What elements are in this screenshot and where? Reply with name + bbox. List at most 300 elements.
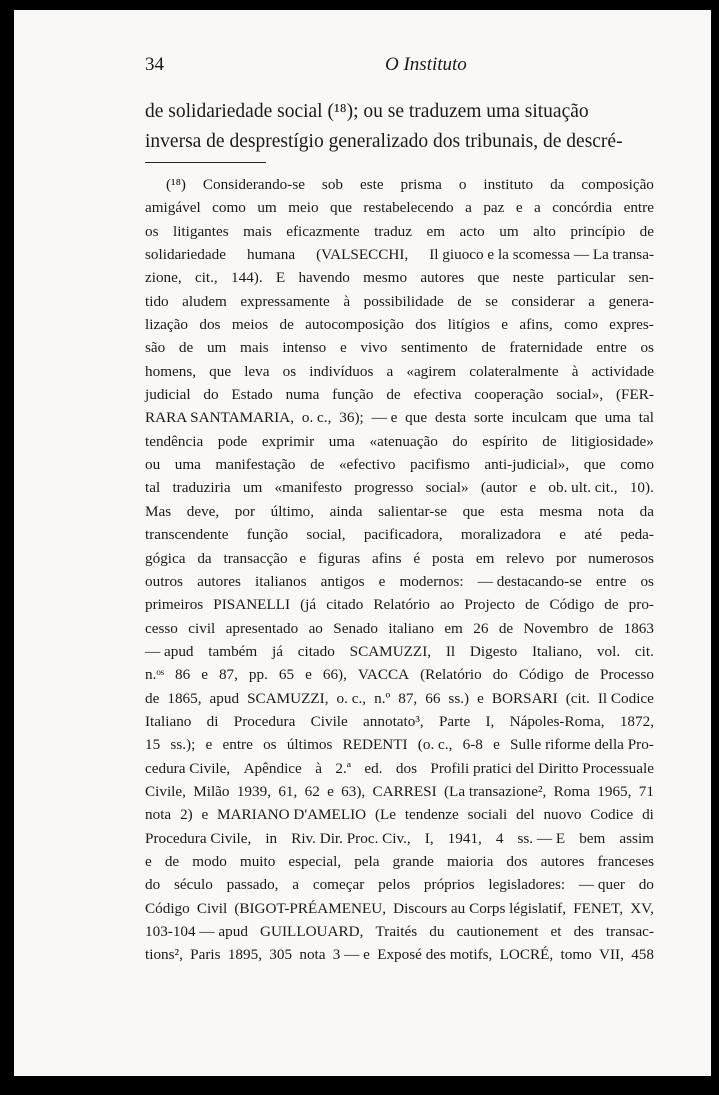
footnote-word: apud: [209, 689, 240, 707]
footnote-word: litígios: [447, 316, 490, 334]
footnote-word: manifestação: [215, 456, 296, 474]
footnote-word: em: [475, 549, 495, 567]
footnote-word: 4: [495, 829, 504, 847]
footnote-word: Senado: [333, 619, 378, 637]
footnote-word: 61,: [278, 782, 298, 800]
footnote-word: Estado: [231, 386, 273, 404]
footnote-word: cit.: [634, 642, 654, 660]
footnote-word: peda-: [620, 526, 654, 544]
footnote-word: que: [209, 362, 232, 380]
footnote-word: cesso: [145, 619, 178, 637]
footnote-word: «efectivo: [338, 456, 396, 474]
footnote-word: pela: [354, 852, 380, 870]
footnote-line: [145, 663, 654, 686]
footnote-word: sentimento: [401, 339, 468, 357]
footnote-word: 2): [179, 806, 193, 824]
footnote-word: e: [201, 666, 208, 684]
footnote-word: Civile,: [145, 782, 186, 800]
footnote-word: social»: [425, 479, 469, 497]
footnote-word: entre: [222, 736, 253, 754]
footnote-word: Processo: [599, 666, 654, 684]
footnote-line: [145, 570, 654, 593]
footnote-word: (o. c.,: [417, 736, 453, 754]
footnote-word: di: [642, 806, 654, 824]
footnote-word: Código: [145, 899, 190, 917]
footnote-word: franceses: [597, 852, 654, 870]
footnote-word: amigável: [145, 199, 201, 217]
footnote-word: n.ᵒˢ: [145, 666, 164, 684]
footnote-word: tions²,: [145, 946, 183, 964]
footnote-word: pro-: [628, 596, 654, 614]
footnote-line: [145, 523, 654, 546]
footnote-word: e: [205, 736, 213, 754]
footnote-word: a: [534, 199, 541, 217]
footnote-word: restabelecendo: [363, 199, 454, 217]
footnote-word: tal: [638, 409, 654, 427]
footnote-word: transcendente: [145, 526, 229, 544]
footnote-word: posta: [431, 549, 464, 567]
footnote-word: cooperação: [474, 386, 544, 404]
footnote-word: do: [145, 876, 161, 894]
footnote-word: GUILLOUARD,: [260, 923, 364, 940]
footnote-word: meio: [288, 199, 319, 217]
footnote-word: FENET,: [573, 899, 624, 917]
footnote-word: 10).: [629, 479, 654, 497]
footnote-word: Digesto: [469, 642, 518, 660]
footnote-word: último,: [270, 502, 315, 520]
footnote-word: espírito: [482, 432, 528, 450]
footnote-word: 1965,: [597, 782, 632, 800]
footnote-word: os: [282, 362, 297, 380]
footnote-word: litigiosidade»: [571, 432, 654, 450]
footnote-word: composição: [581, 176, 654, 193]
footnote-word: tomo: [560, 946, 592, 964]
footnote-word: pode: [217, 432, 248, 450]
footnote-word: 305: [269, 946, 293, 964]
footnote-word: autocomposição: [305, 316, 404, 334]
footnote-word: meios: [231, 316, 269, 334]
footnote-word: e: [145, 852, 152, 870]
footnote-word: Projecto: [464, 596, 515, 614]
footnote-word: e: [493, 736, 500, 754]
footnote-word: da: [639, 502, 654, 520]
footnote-word: LOCRÉ,: [499, 946, 554, 964]
footnote-word: de: [639, 222, 654, 240]
footnote-word: outros: [145, 572, 183, 590]
footnote-word: (Relatório: [420, 666, 482, 684]
footnote-word: moralizadora: [460, 526, 542, 544]
footnote-word: homens,: [145, 362, 197, 380]
footnote-word: Procedura Civile,: [145, 829, 252, 847]
footnote-word: dos: [199, 316, 221, 334]
footnote-word: Discours au Corps législatif,: [393, 899, 567, 917]
footnote-word: in: [265, 829, 278, 847]
footnote-line: [145, 196, 654, 219]
footnote-word: del: [516, 806, 535, 824]
footnote-word: gógica: [145, 549, 186, 567]
footnote-word: annotato³,: [363, 712, 424, 730]
footnote-word: expressamente: [240, 292, 330, 310]
footnote-word: da: [197, 549, 212, 567]
footnote-word: «manifesto: [274, 479, 343, 497]
footnote-word: acto: [459, 222, 485, 240]
footnote-word: uma: [604, 409, 631, 427]
footnote-line: [145, 943, 654, 966]
footnote-line: [145, 453, 654, 476]
footnote-line: [145, 827, 654, 850]
footnote-word: I,: [424, 829, 434, 847]
footnote-word: modernos:: [399, 572, 464, 590]
footnote-word: que: [330, 199, 352, 217]
footnote-line: [145, 313, 654, 336]
footnote-word: 63),: [341, 782, 366, 800]
footnote-word: et: [550, 923, 562, 940]
footnote-word: cautionement: [456, 923, 539, 940]
footnote-word: passado,: [226, 876, 279, 894]
footnote-line: [145, 406, 654, 429]
footnote-word: Mas: [145, 502, 172, 520]
footnote-word: — e: [371, 409, 398, 427]
footnote-word: 71: [638, 782, 654, 800]
footnote-word: por: [556, 549, 577, 567]
footnote-word: a: [386, 362, 394, 380]
footnote-line: [145, 897, 654, 920]
footnote-word: a: [465, 199, 472, 217]
footnote-word: leva: [244, 362, 270, 380]
footnote-word: e: [515, 199, 523, 217]
footnote-word: di: [206, 712, 219, 730]
footnote-word: traduz: [374, 222, 413, 240]
footnote-word: concórdia: [552, 199, 613, 217]
footnote-word: modo: [192, 852, 227, 870]
footnote-word: de: [386, 386, 401, 404]
footnote-word: relevo: [506, 549, 545, 567]
footnote-line: [145, 920, 654, 943]
footnote-word: Riv. Dir. Proc. Civ.,: [291, 829, 411, 847]
footnote-word: de: [525, 596, 540, 614]
footnote-word: 1863: [623, 619, 654, 637]
footnote-word: primeiros: [145, 596, 204, 614]
footnote-word: (¹⁸): [166, 176, 186, 193]
footnote-word: a: [292, 876, 300, 894]
footnote-word: pacificadora,: [363, 526, 443, 544]
footnote-word: de: [457, 292, 472, 310]
footnote-word: este: [359, 176, 384, 193]
footnote-word: ao: [308, 619, 323, 637]
footnote-word: os: [640, 339, 654, 357]
footnote-word: de: [604, 596, 619, 614]
footnote-word: cit.,: [194, 269, 218, 287]
footnote-word: particular: [557, 269, 616, 287]
footnote-word: Traités: [375, 923, 418, 940]
footnote-word: e: [299, 549, 307, 567]
footnote-word: — apud: [145, 642, 194, 660]
footnote-line: [145, 430, 654, 453]
footnote-word: neste: [512, 269, 544, 287]
footnote-word: grande: [392, 852, 434, 870]
footnote-word: se: [485, 292, 498, 310]
footnote-word: entre: [595, 572, 627, 590]
footnote-word: autores: [197, 572, 241, 590]
footnote-word: tendência: [145, 432, 204, 450]
footnote-word: que: [574, 409, 597, 427]
footnote-word: expres-: [609, 316, 654, 334]
footnote-line: [145, 757, 654, 780]
body-text: [145, 97, 667, 157]
footnote-word: 3 — e: [332, 946, 370, 964]
footnote-word: alto: [533, 222, 556, 240]
footnote-word: 87,: [398, 689, 418, 707]
footnote-word: e: [559, 526, 567, 544]
footnote-word: (já: [300, 596, 317, 614]
footnote-word: até: [584, 526, 602, 544]
footnote-word: deve,: [186, 502, 220, 520]
footnote-word: de: [279, 316, 294, 334]
footnote-word: como: [212, 199, 246, 217]
footnote-line: [145, 243, 654, 266]
footnote-word: de: [542, 432, 557, 450]
page-header: [145, 54, 597, 84]
footnote-line: [145, 593, 654, 616]
footnote-word: pacifismo: [409, 456, 470, 474]
footnote-word: RARA SANTAMARIA,: [145, 409, 294, 427]
footnote-word: Milão: [193, 782, 230, 800]
footnote-word: humana: [246, 246, 296, 264]
footnote-word: Código: [549, 596, 595, 614]
footnote-word: SCAMUZZI,: [247, 689, 329, 707]
footnote-word: função: [246, 526, 289, 544]
footnote-word: que: [477, 269, 500, 287]
footnote-word: 15: [145, 736, 161, 754]
footnote-word: um: [206, 339, 227, 357]
footnote-word: 66),: [322, 666, 347, 684]
footnote-word: (autor: [480, 479, 518, 497]
footnote-word: do: [492, 666, 508, 684]
footnote-word: genera-: [608, 292, 654, 310]
footnote-word: 36);: [339, 409, 364, 427]
footnote-line: [145, 500, 654, 523]
footnote-word: Nápoles-Roma,: [509, 712, 605, 730]
footnote-word: o. c.,: [301, 409, 332, 427]
footnote-word: nota: [299, 946, 326, 964]
footnote-word: de: [498, 619, 514, 637]
footnote-word: que: [405, 409, 428, 427]
footnote-word: ao: [439, 596, 455, 614]
footnote-word: de: [164, 852, 180, 870]
footnote-word: 87,: [218, 666, 238, 684]
footnote-word: citado: [297, 642, 335, 660]
footnote-word: solidariedade: [145, 246, 226, 264]
footnote-word: uma: [174, 456, 201, 474]
footnote-word: Sulle riforme della Pro-: [510, 736, 654, 754]
footnote-word: cedura Civile,: [145, 759, 231, 777]
footnote-word: vivo: [360, 339, 388, 357]
footnote-line: [145, 850, 654, 873]
footnote-word: inculcam: [511, 409, 568, 427]
footnote-word: já: [272, 642, 283, 660]
footnote-line: [145, 266, 654, 289]
footnote-word: sorte: [474, 409, 504, 427]
footnote-word: Novembro: [523, 619, 589, 637]
footnote-word: civil: [188, 619, 216, 637]
footnote-line: [145, 710, 654, 733]
footnote-word: 62: [304, 782, 320, 800]
footnote-word: judicial: [145, 386, 191, 404]
footnote-word: princípio: [570, 222, 626, 240]
footnote-word: REDENTI: [342, 736, 408, 754]
footnote-word: de: [574, 666, 589, 684]
footnote-word: Italiano,: [531, 642, 583, 660]
footnote-word: XV,: [630, 899, 654, 917]
footnote-word: eficazmente: [286, 222, 360, 240]
footnote-word: sob: [321, 176, 344, 193]
footnote-word: 6-8: [462, 736, 483, 754]
footnote-word: à: [343, 292, 351, 310]
footnote-word: entre: [596, 339, 627, 357]
footnote-word: 1941,: [447, 829, 482, 847]
footnote-word: (BIGOT-PRÉAMENEU,: [234, 899, 387, 917]
footnote-word: que: [462, 502, 485, 520]
footnote-word: Paris: [190, 946, 221, 964]
footnote-word: «agirem: [406, 362, 457, 380]
footnote-word: bem: [579, 829, 606, 847]
footnote-word: VII,: [599, 946, 624, 964]
footnote-word: também: [208, 642, 258, 660]
footnote-word: tendenze: [404, 806, 459, 824]
footnote-word: legisladores:: [488, 876, 566, 894]
footnote-word: os: [263, 736, 277, 754]
footnote-word: mais: [240, 339, 269, 357]
footnote-word: instituto: [483, 176, 534, 193]
footnote-word: autores: [540, 852, 585, 870]
footnote-word: afins: [372, 549, 402, 567]
footnote-line: [145, 476, 654, 499]
body-line: de solidariedade social (¹⁸); ou se traduzem uma situação: [145, 101, 589, 122]
running-title: O Instituto: [385, 54, 467, 75]
footnote-word: à: [315, 759, 322, 777]
footnote-word: vol.: [596, 642, 621, 660]
footnote-word: possibilidade: [363, 292, 444, 310]
footnote-line: [145, 640, 654, 663]
footnote-word: que: [583, 456, 606, 474]
footnote-word: os: [640, 572, 654, 590]
footnote-line: [145, 873, 654, 896]
footnote-word: por: [234, 502, 256, 520]
footnote-word: e: [339, 339, 347, 357]
footnote-word: 1865,: [167, 689, 202, 707]
footnote-word: pp.: [248, 666, 268, 684]
footnote-word: 26: [473, 619, 489, 637]
footnote-word: assim: [619, 829, 654, 847]
footnote-word: colateralmente: [469, 362, 559, 380]
footnote-word: Código: [518, 666, 564, 684]
footnote-word: 66: [425, 689, 441, 707]
footnote-word: de: [598, 619, 614, 637]
footnote-word: mais: [243, 222, 272, 240]
footnote-word: actividade: [591, 362, 654, 380]
footnote-word: autores: [420, 269, 465, 287]
footnote-word: e: [477, 689, 484, 707]
footnote-word: 1895,: [227, 946, 262, 964]
footnote-word: citado: [326, 596, 364, 614]
footnote-word: desta: [434, 409, 467, 427]
footnote-word: de: [178, 339, 194, 357]
footnote-word: ss.);: [170, 736, 196, 754]
footnote-word: 1872,: [619, 712, 654, 730]
footnote-word: Roma: [553, 782, 590, 800]
footnote-word: — destacando-se: [477, 572, 582, 590]
footnote-word: um: [257, 199, 277, 217]
footnote-word: 144).: [231, 269, 263, 287]
footnote-word: Il: [445, 642, 456, 660]
footnote-word: o. c.,: [336, 689, 367, 707]
footnote-word: intenso: [282, 339, 327, 357]
footnote-word: e: [327, 782, 334, 800]
footnote-word: exprimir: [261, 432, 315, 450]
footnote-word: de: [145, 689, 160, 707]
footnote-word: Considerando-se: [202, 176, 305, 193]
footnote-word: começar: [312, 876, 365, 894]
footnote-word: Exposé des motifs,: [377, 946, 493, 964]
footnote-word: E: [275, 269, 286, 287]
footnote-word: e: [529, 479, 537, 497]
footnote-line: [145, 173, 654, 196]
footnote-word: des: [573, 923, 594, 940]
footnote-word: social»,: [556, 386, 604, 404]
footnote-line: [145, 733, 654, 756]
footnote-word: ou: [145, 456, 161, 474]
footnote-word: como: [620, 456, 654, 474]
footnote-word: à: [571, 362, 579, 380]
footnote-line: [145, 780, 654, 803]
footnote-word: maioria: [446, 852, 494, 870]
footnote-word: PISANELLI: [213, 596, 291, 614]
footnote-word: muito: [239, 852, 276, 870]
footnote-word: dos: [415, 316, 437, 334]
footnote-word: paz: [483, 199, 505, 217]
footnote-word: 1939,: [236, 782, 271, 800]
footnote-word: sen-: [628, 269, 654, 287]
page-number: 34: [145, 54, 164, 75]
footnote-word: Il Codice: [597, 689, 654, 707]
footnote-word: numerosos: [588, 549, 654, 567]
footnote-line: [145, 687, 654, 710]
footnote-word: ss. — E: [517, 829, 566, 847]
footnote-word: Civil: [196, 899, 228, 917]
footnote-word: últimos: [286, 736, 333, 754]
footnote-word: Profili pratici del Diritto Processuale: [430, 759, 654, 777]
footnote-word: dos: [506, 852, 528, 870]
footnote-word: e: [501, 316, 509, 334]
footnote-word: (Le: [374, 806, 397, 824]
footnote-word: Relatório: [373, 596, 430, 614]
footnote-word: SCAMUZZI,: [349, 642, 432, 660]
footnote-word: especial,: [288, 852, 342, 870]
footnote-word: Civile: [310, 712, 348, 730]
footnote-line: [145, 336, 654, 359]
footnote-word: salientar-se: [378, 502, 447, 520]
footnote-word: é: [413, 549, 421, 567]
footnote-word: ed.: [364, 759, 383, 777]
footnote-word: 65: [278, 666, 295, 684]
footnote-word: 103-104 — apud: [145, 923, 248, 940]
footnote-word: nuovo: [543, 806, 582, 824]
footnote-word: mesma: [539, 502, 583, 520]
footnote-word: de: [310, 456, 325, 474]
footnote-word: social,: [306, 526, 346, 544]
footnote-word: I,: [485, 712, 495, 730]
footnote-word: transac-: [605, 923, 654, 940]
